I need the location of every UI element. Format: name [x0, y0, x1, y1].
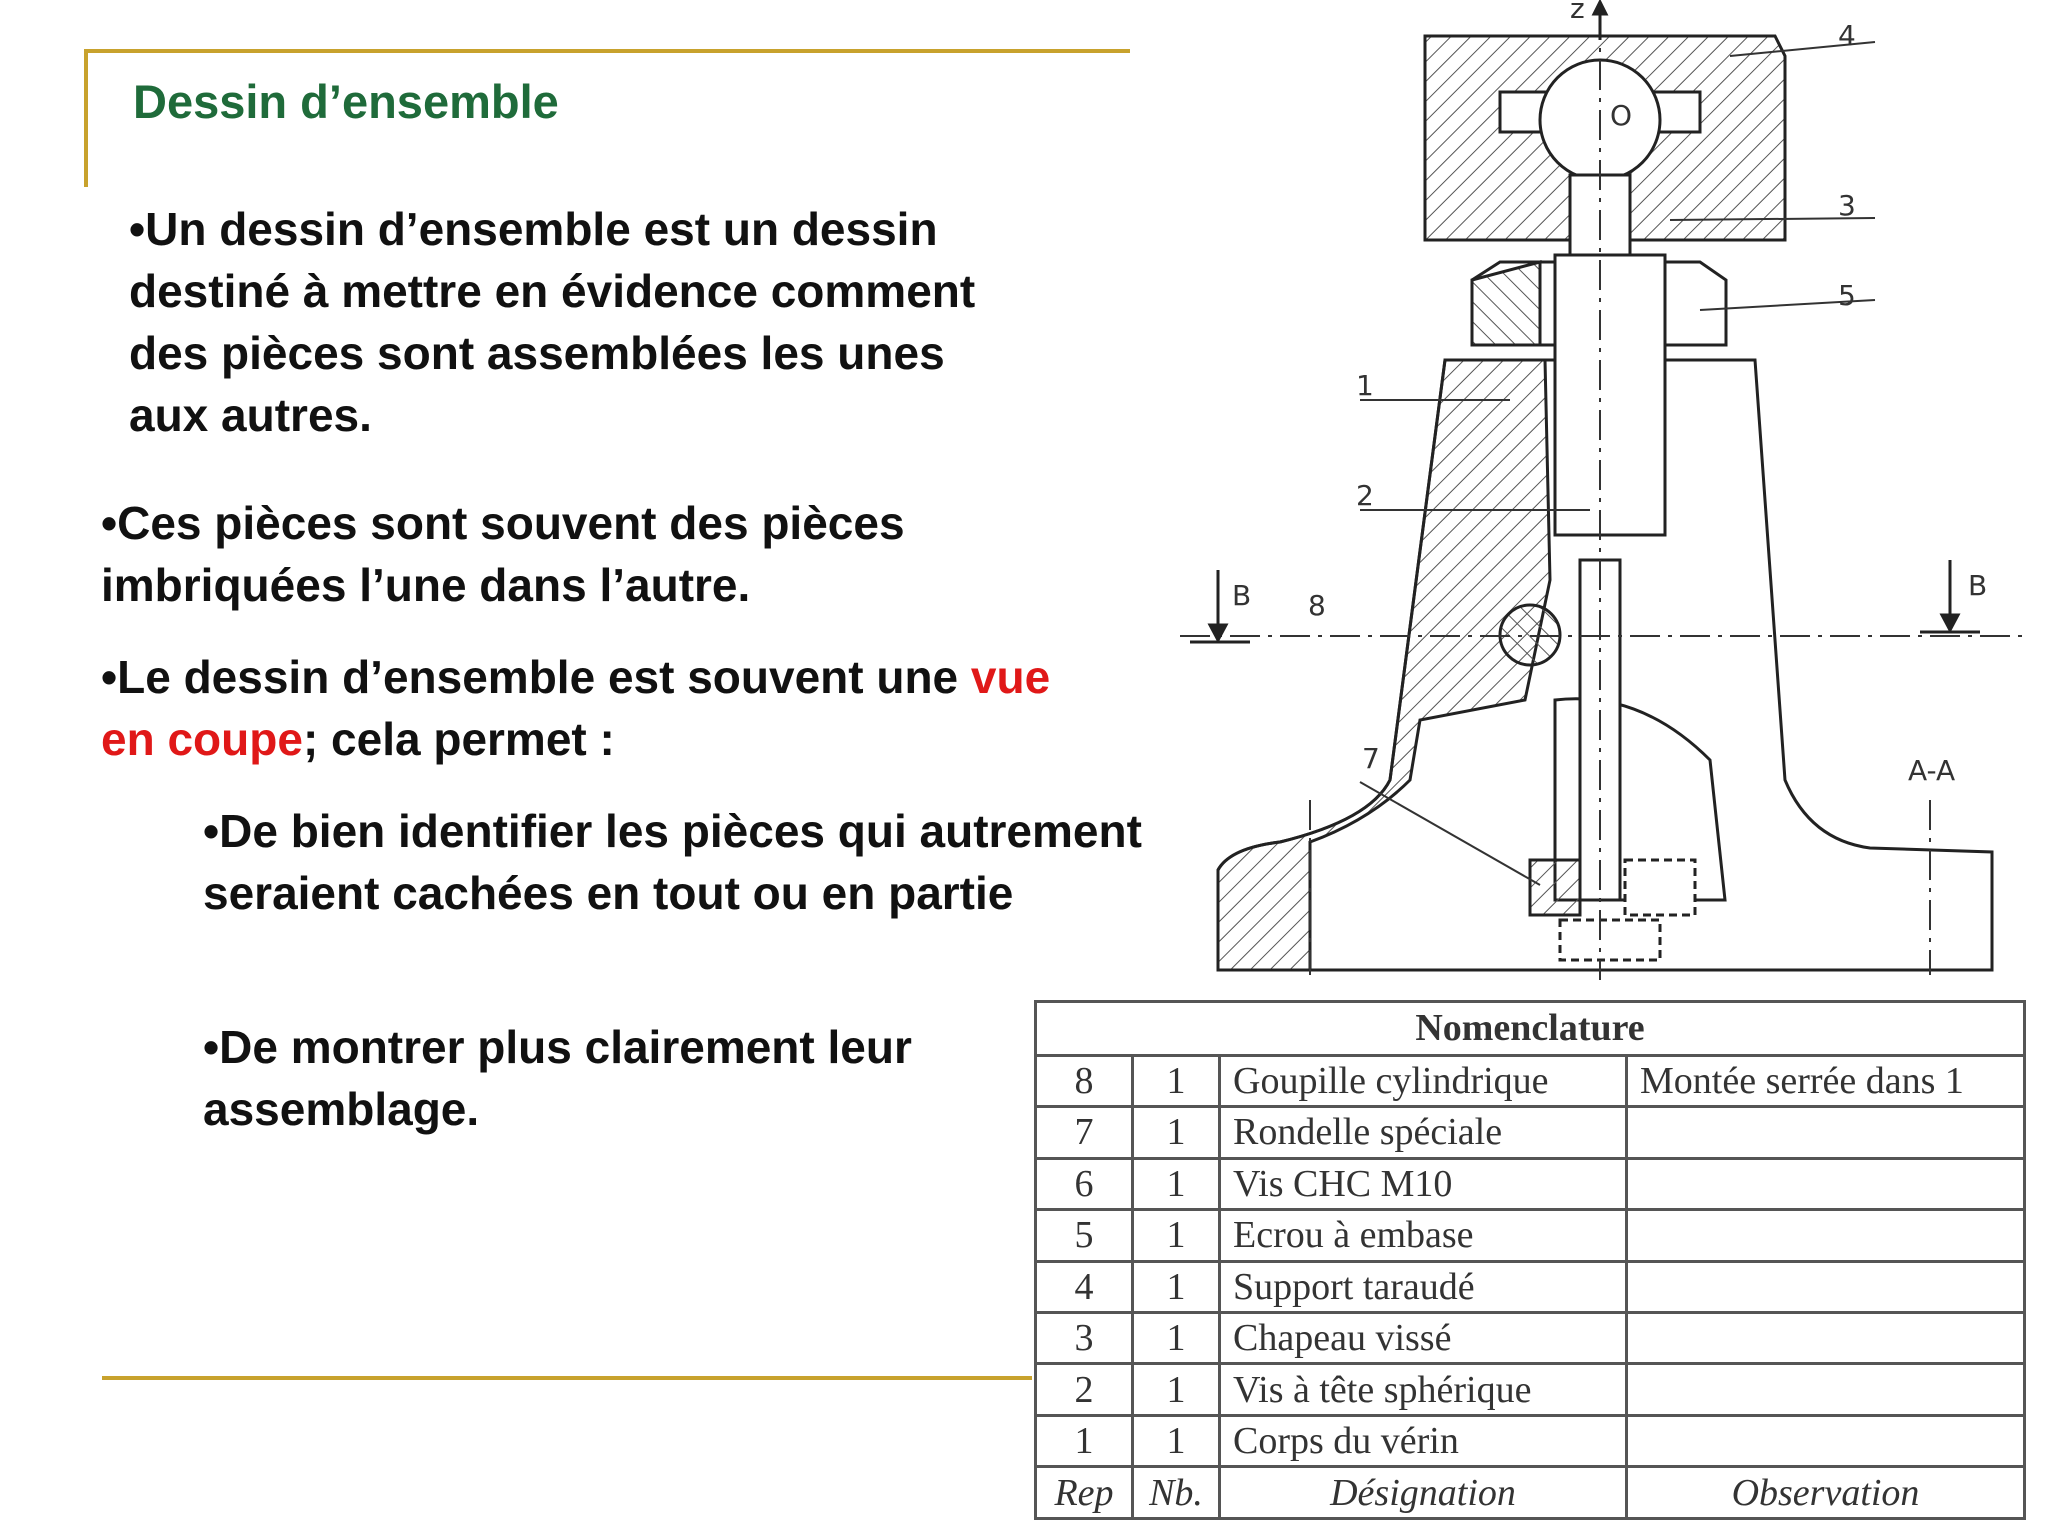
- callout-label-3: 3: [1838, 189, 1856, 222]
- left-rule: [84, 49, 88, 187]
- observation-cell: [1627, 1313, 2025, 1364]
- rep-cell: 3: [1036, 1313, 1133, 1364]
- observation-cell: [1627, 1415, 2025, 1466]
- rep-cell: 5: [1036, 1210, 1133, 1261]
- table-row: [1036, 1364, 2025, 1415]
- paragraph-definition: •Un dessin d’ensemble est un dessin destiné à mettre en évidence comment des pièces sont assemblées les unes aux autres.: [129, 203, 976, 441]
- nb-cell: 1: [1133, 1107, 1220, 1158]
- paragraph-nested-parts: •Ces pièces sont souvent des pièces imbriquées l’une dans l’autre.: [101, 497, 905, 611]
- table-footer-row: [1036, 1467, 2025, 1519]
- section-mark-right: B: [1968, 569, 1988, 602]
- paragraph-show-assembly: •De montrer plus clairement leur assemblage.: [203, 1021, 912, 1135]
- nomenclature-table: [1034, 1000, 2026, 1520]
- rep-cell: 7: [1036, 1107, 1133, 1158]
- top-rule: [84, 49, 1130, 53]
- axis-label: z: [1570, 0, 1585, 25]
- nb-cell: 1: [1133, 1364, 1220, 1415]
- nb-cell: 1: [1133, 1055, 1220, 1106]
- rep-cell: 6: [1036, 1158, 1133, 1209]
- table-row: [1036, 1107, 2025, 1158]
- designation-cell: Goupille cylindrique: [1220, 1055, 1627, 1106]
- table-row: [1036, 1210, 2025, 1261]
- table-row: [1036, 1158, 2025, 1209]
- table-row: [1036, 1055, 2025, 1106]
- callout-label-7: 7: [1362, 742, 1380, 775]
- observation-cell: [1627, 1107, 2025, 1158]
- callout-label-4: 4: [1838, 19, 1856, 52]
- table-row: [1036, 1261, 2025, 1312]
- designation-cell: Ecrou à embase: [1220, 1210, 1627, 1261]
- rep-cell: 2: [1036, 1364, 1133, 1415]
- section-label: A-A: [1908, 754, 1956, 787]
- nb-cell: 1: [1133, 1158, 1220, 1209]
- rep-cell: 1: [1036, 1415, 1133, 1466]
- observation-cell: [1627, 1158, 2025, 1209]
- observation-cell: [1627, 1364, 2025, 1415]
- designation-cell: Support taraudé: [1220, 1261, 1627, 1312]
- designation-cell: Rondelle spéciale: [1220, 1107, 1627, 1158]
- paragraph-identify-parts: •De bien identifier les pièces qui autrement seraient cachées en tout ou en partie: [203, 805, 1142, 919]
- callout-label-5: 5: [1838, 279, 1856, 312]
- jack-body: [1218, 36, 1992, 970]
- section-view-highlight: vue en coupe: [101, 651, 1051, 765]
- callout-label-1: 1: [1356, 369, 1374, 402]
- assembly-drawing: [1170, 0, 2048, 990]
- nb-cell: 1: [1133, 1415, 1220, 1466]
- observation-cell: Montée serrée dans 1: [1627, 1055, 2025, 1106]
- observation-cell: [1627, 1261, 2025, 1312]
- nb-header: Nb.: [1133, 1467, 1220, 1519]
- callout-label-8: 8: [1308, 589, 1326, 622]
- designation-cell: Chapeau vissé: [1220, 1313, 1627, 1364]
- designation-cell: Vis CHC M10: [1220, 1158, 1627, 1209]
- nb-cell: 1: [1133, 1261, 1220, 1312]
- designation-cell: Vis à tête sphérique: [1220, 1364, 1627, 1415]
- nomenclature-title: Nomenclature: [1036, 1002, 2025, 1056]
- slide-title: Dessin d’ensemble: [133, 75, 559, 128]
- rep-cell: 4: [1036, 1261, 1133, 1312]
- rep-cell: 8: [1036, 1055, 1133, 1106]
- nb-cell: 1: [1133, 1313, 1220, 1364]
- section-view-suffix: ; cela permet :: [302, 713, 615, 765]
- observation-cell: [1627, 1210, 2025, 1261]
- section-mark-left: B: [1232, 579, 1252, 612]
- designation-cell: Corps du vérin: [1220, 1415, 1627, 1466]
- observation-header: Observation: [1627, 1467, 2025, 1519]
- nb-cell: 1: [1133, 1210, 1220, 1261]
- paragraph-section-view: [101, 646, 1091, 770]
- designation-header: Désignation: [1220, 1467, 1627, 1519]
- table-row: [1036, 1415, 2025, 1466]
- section-view-prefix: •Le dessin d’ensemble est souvent une: [101, 651, 959, 703]
- center-label: O: [1610, 99, 1633, 132]
- table-row: [1036, 1313, 2025, 1364]
- bottom-rule: [102, 1376, 1032, 1380]
- rep-header: Rep: [1036, 1467, 1133, 1519]
- callout-label-2: 2: [1356, 479, 1374, 512]
